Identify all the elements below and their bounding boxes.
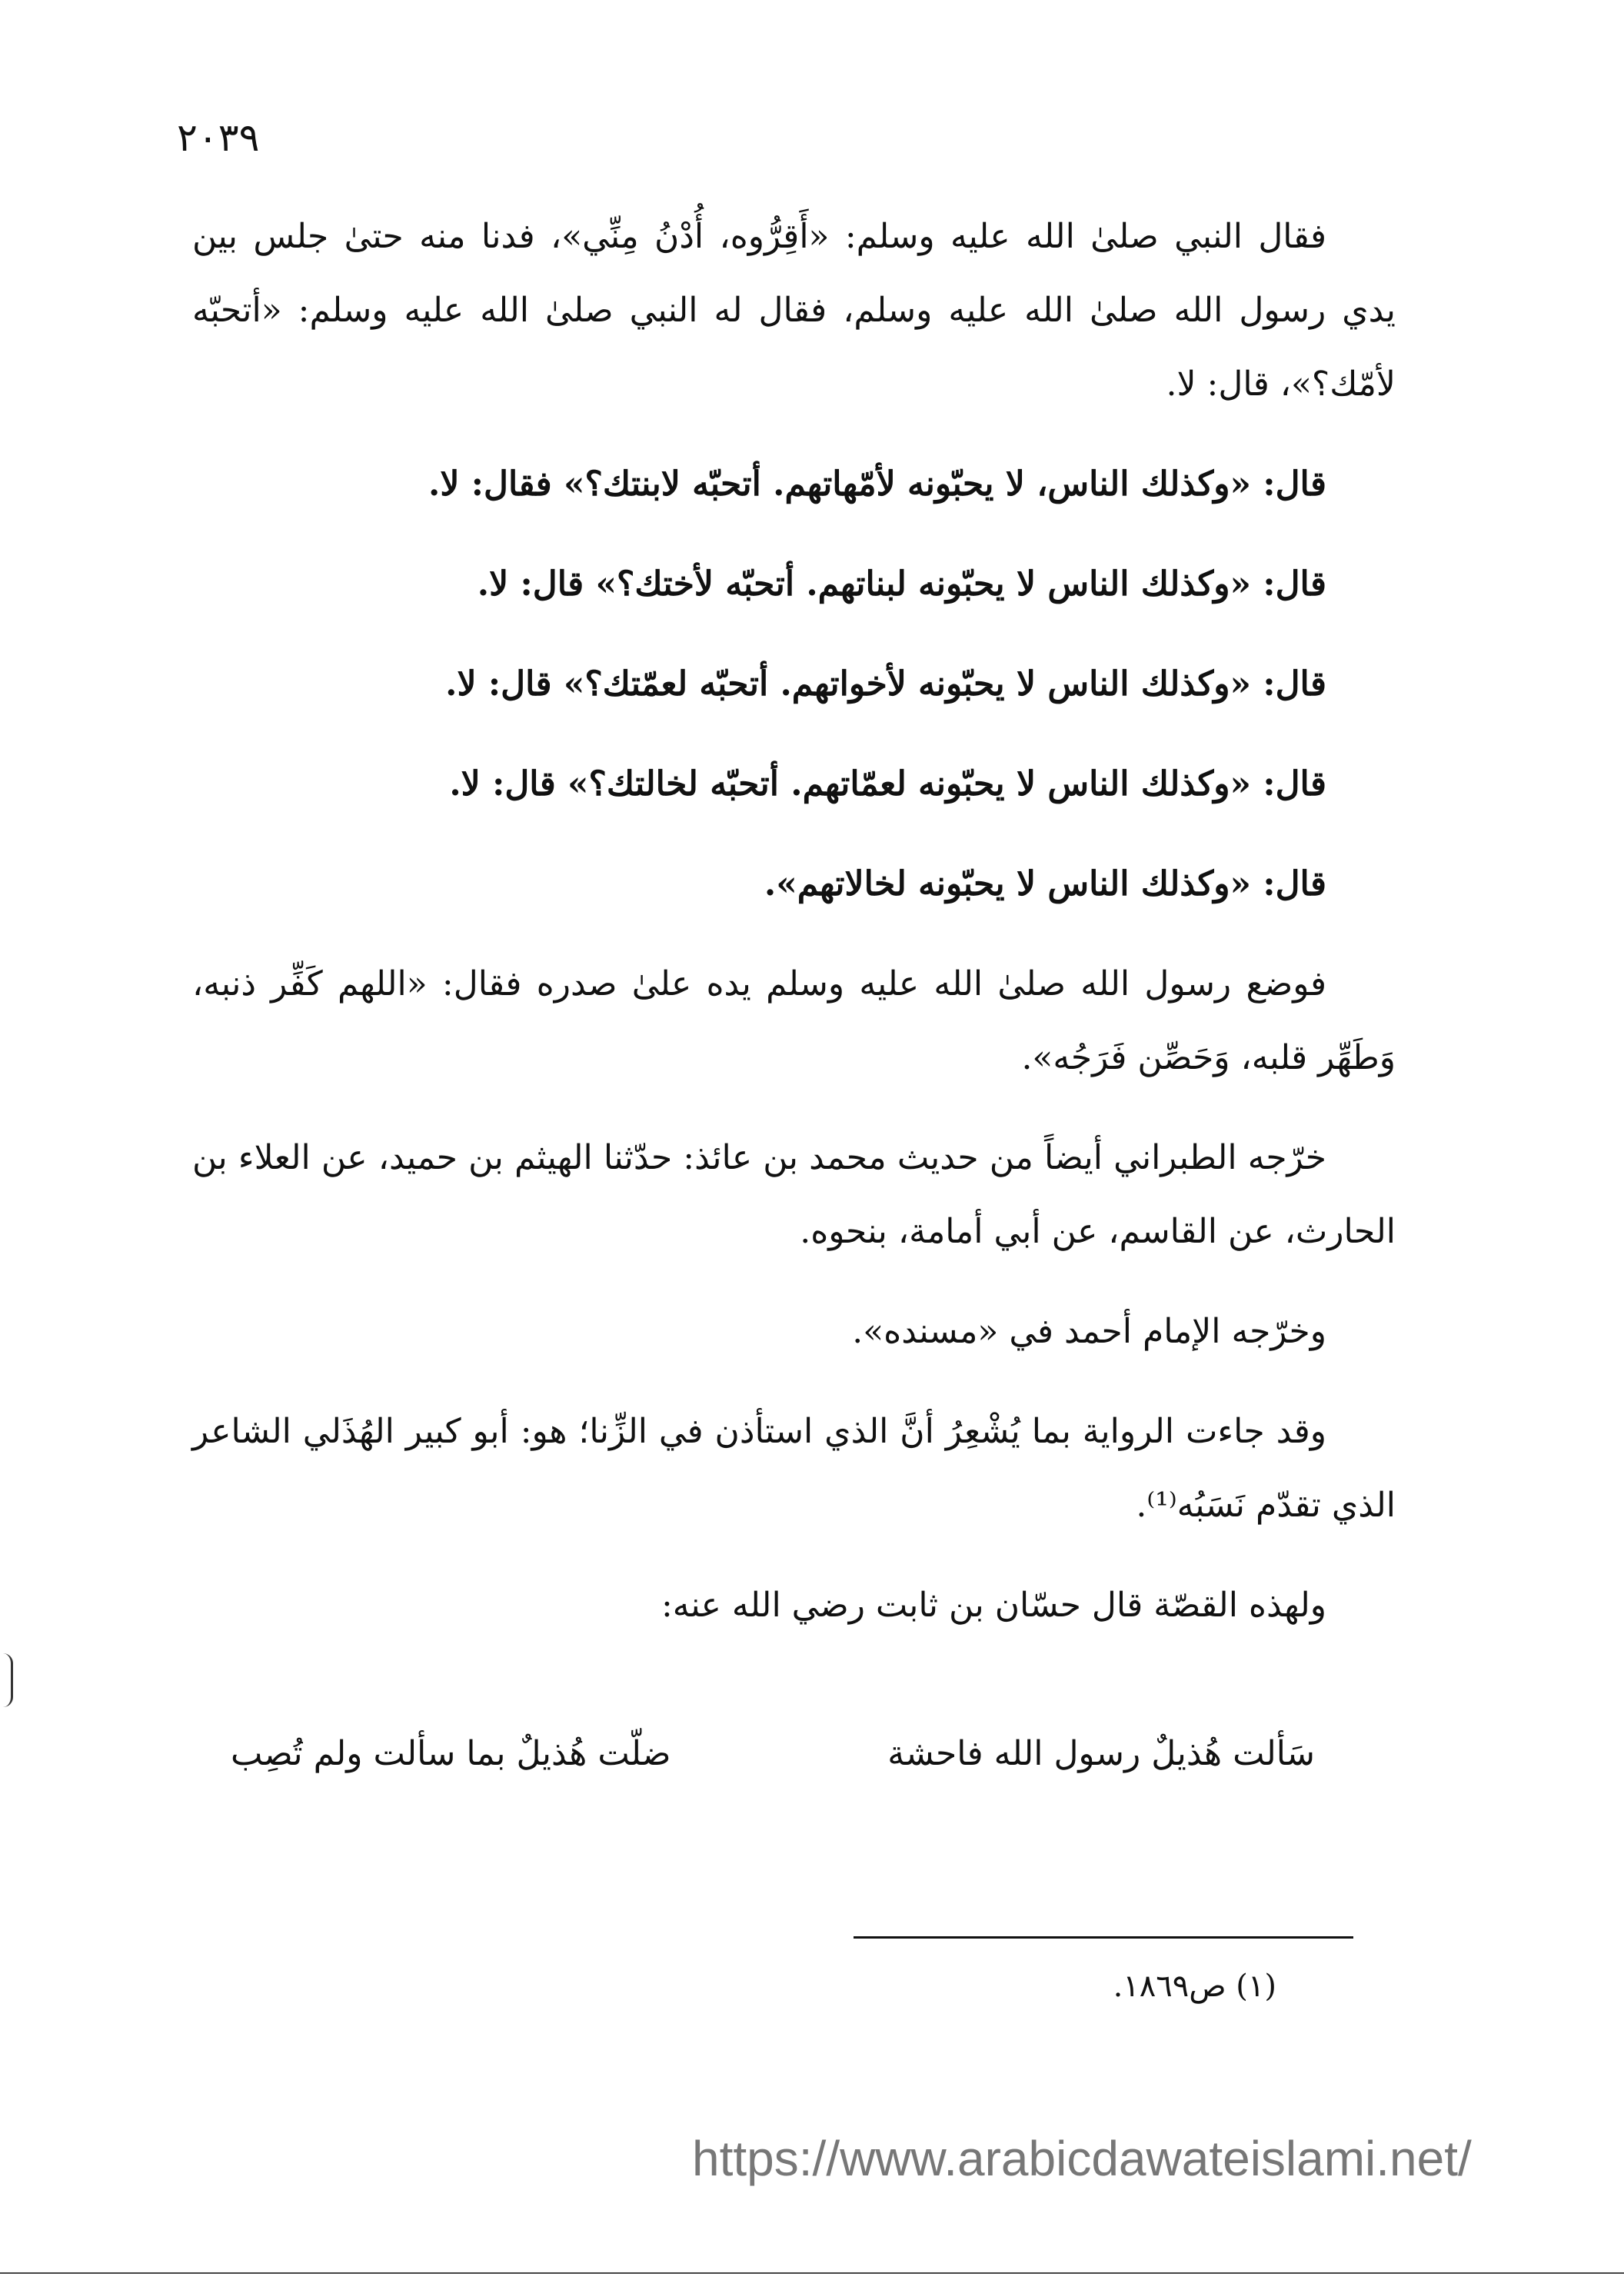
paragraph-11: ولهذه القصّة قال حسّان بن ثابت رضي الله عنه: xyxy=(661,1586,1326,1625)
paragraph-10: وقد جاءت الرواية بما يُشْعِرُ أنَّ الذي استأذن في الزِّنا؛ هو: أبو كبير الهُذَلي الشاعر الذي تقدّم نَسَبُه⁽¹⁾. xyxy=(192,1412,1396,1525)
footnote: (١) ص١٨٦٩. xyxy=(1113,1969,1276,2004)
paragraph-5: قال: «وكذلك الناس لا يحبّونه لعمّاتهم. أتحبّه لخالتك؟» قال: لا. xyxy=(449,764,1326,804)
verse-first-hemistich: سَألت هُذيلٌ رسول الله فاحشة xyxy=(887,1734,1315,1773)
paragraph-4: قال: «وكذلك الناس لا يحبّونه لأخواتهم. أتحبّه لعمّتك؟» قال: لا. xyxy=(445,664,1326,704)
watermark-url: https://www.arabicdawateislami.net/ xyxy=(692,2131,1472,2186)
paragraph-8: خرّجه الطبراني أيضاً من حديث محمد بن عائذ: حدّثنا الهيثم بن حميد، عن العلاء بن الحارث، عن القاسم، عن أبي أمامة، بنحوه. xyxy=(192,1138,1396,1251)
scan-bottom-line xyxy=(0,2272,1624,2274)
scan-edge-mark xyxy=(3,1653,13,1707)
page-number: ٢٠٣٩ xyxy=(177,115,260,160)
paragraph-7: فوضع رسول الله صلىٰ الله عليه وسلم يده علىٰ صدره فقال: «اللهم كَفِّر ذنبه، وَطَهِّر قلبه، وَحَصِّن فَرَجُه». xyxy=(192,964,1396,1077)
paragraph-2: قال: «وكذلك الناس، لا يحبّونه لأمّهاتهم. أتحبّه لابنتك؟» فقال: لا. xyxy=(428,464,1326,504)
paragraph-6: قال: «وكذلك الناس لا يحبّونه لخالاتهم». xyxy=(764,864,1326,904)
paragraph-1: فقال النبي صلىٰ الله عليه وسلم: «أَقِرُّوه، أُدْنُ مِنِّي»، فدنا منه حتىٰ جلس بين يدي رسول الله صلىٰ الله عليه وسلم، فقال له النبي صلىٰ الله عليه وسلم: «أتحبّه لأمّك؟»، قال: لا. xyxy=(192,217,1396,404)
paragraph-9: وخرّجه الإمام أحمد في «مسنده». xyxy=(852,1312,1326,1351)
paragraph-3: قال: «وكذلك الناس لا يحبّونه لبناتهم. أتحبّه لأختك؟» قال: لا. xyxy=(477,564,1326,604)
verse-second-hemistich: ضلّت هُذيلٌ بما سألت ولم تُصِب xyxy=(231,1734,671,1773)
main-text xyxy=(192,200,1396,1669)
footnote-divider xyxy=(854,1936,1353,1939)
poem-verse xyxy=(231,1734,1315,1773)
